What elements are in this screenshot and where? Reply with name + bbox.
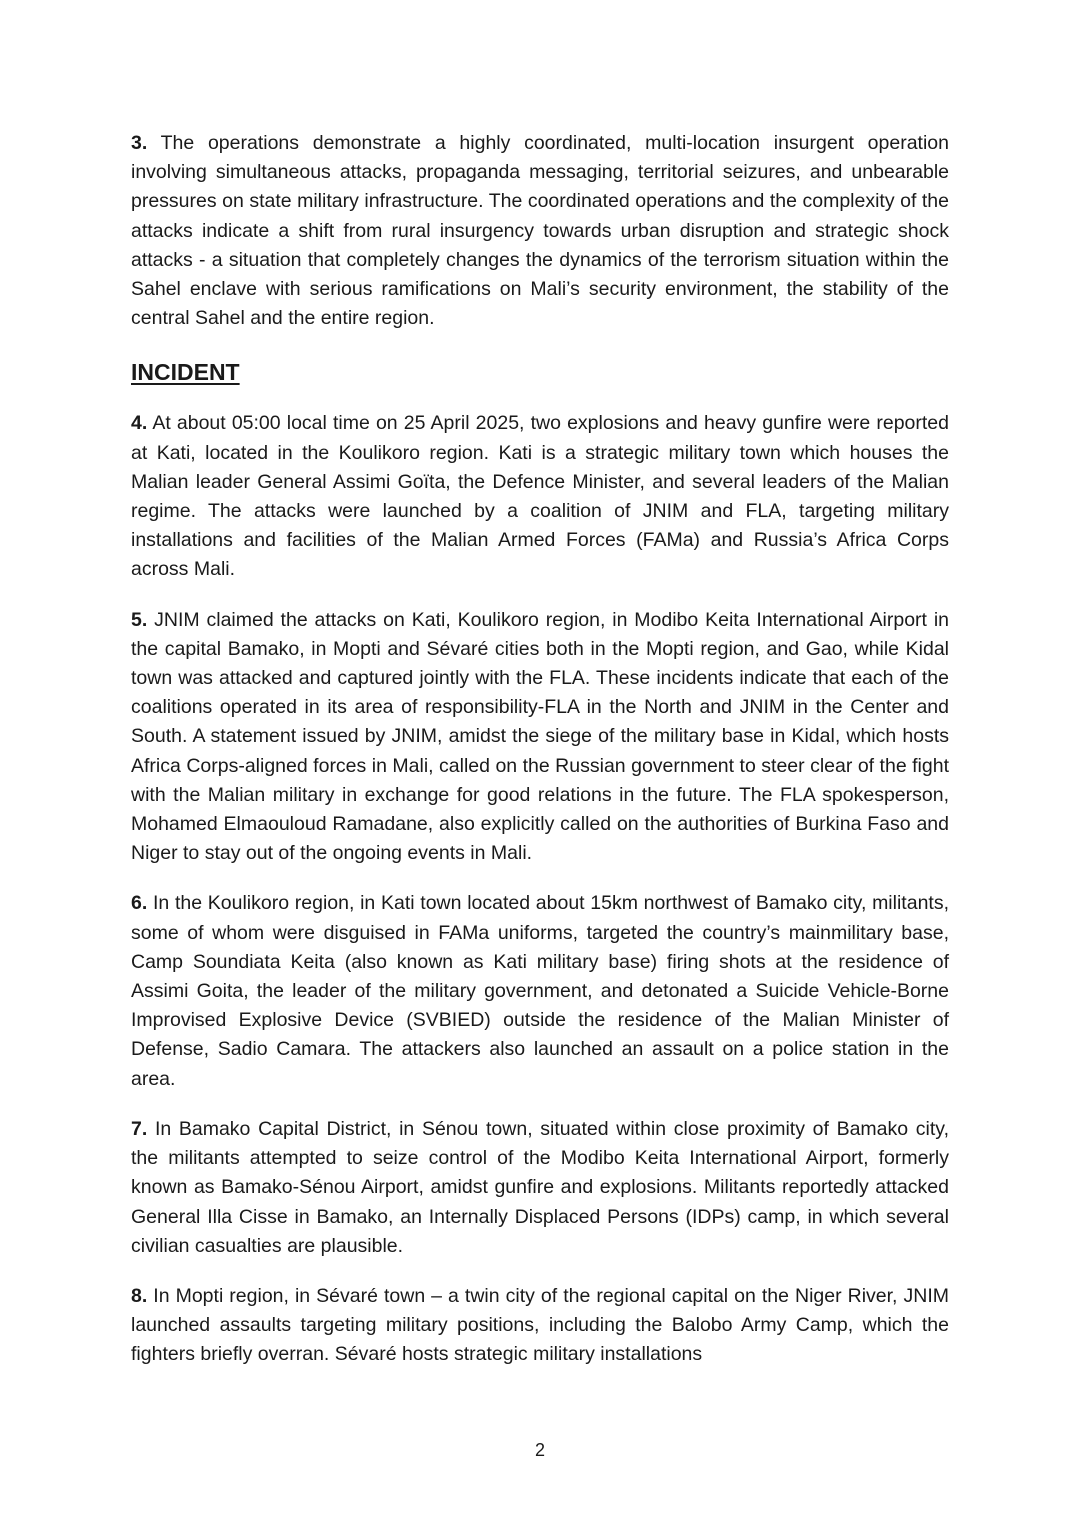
paragraph-text: In Bamako Capital District, in Sénou town, situated within close proximity of Bamako city, the militants attempted to seize control of the Modibo Keita International Airport, formerly known as Bamako-Sénou Airport, amidst gunfire and explosions. Militants reportedly attacked General Illa Cisse in Bamako, an Internally Displaced Persons (IDPs) camp, in which several civilian casualties are plausible. [131, 1117, 949, 1257]
paragraph-text: The operations demonstrate a highly coordinated, multi-location insurgent operation involving simultaneous attacks, propaganda messaging, territorial seizures, and unbearable pressures on state military infrastructure. The coordinated operations and the complexity of the attacks indicate a shift from rural insurgency towards urban disruption and strategic shock attacks - a situation that completely changes the dynamics of the terrorism situation within the Sahel enclave with serious ramifications on Mali’s security environment, the stability of the central Sahel and the entire region. [131, 132, 949, 330]
paragraph-3 [131, 129, 949, 333]
section-heading: INCIDENT [131, 359, 240, 386]
paragraph-number: 6. [131, 892, 148, 915]
page-number: 2 [534, 1440, 545, 1460]
paragraph-text: In the Koulikoro region, in Kati town located about 15km northwest of Bamako city, militants, some of whom were disguised in FAMa uniforms, targeted the country’s mainmilitary base, Camp Soundiata Keita (also known as Kati military base) firing shots at the residence of Assimi Goita, the leader of the military government, and detonated a Suicide Vehicle-Borne Improvised Explosive Device (SVBIED) outside the residence of the Malian Minister of Defense, Sadio Camara. The attackers also launched an assault on a police station in the area. [131, 892, 949, 1090]
paragraph-number: 3. [131, 132, 148, 154]
paragraph-number: 4. [131, 412, 148, 435]
document-body [131, 129, 949, 1391]
paragraph-4 [131, 409, 949, 584]
paragraph-5 [131, 606, 949, 869]
paragraph-text: JNIM claimed the attacks on Kati, Koulikoro region, in Modibo Keita International Airport in the capital Bamako, in Mopti and Sévaré cities both in the Mopti region, and Gao, while Kidal town was attacked and captured jointly with the FLA. These incidents indicate that each of the coalitions operated in its area of responsibility-FLA in the North and JNIM in the Center and South. A statement issued by JNIM, amidst the siege of the military base in Kidal, which hosts Africa Corps-aligned forces in Mali, called on the Russian government to steer clear of the fight with the Malian military in exchange for good relations in the future. The FLA spokesperson, Mohamed Elmaouloud Ramadane, also explicitly called on the authorities of Burkina Faso and Niger to stay out of the ongoing events in Mali. [131, 608, 949, 865]
paragraph-8 [131, 1282, 949, 1370]
paragraph-6 [131, 889, 949, 1093]
paragraph-text: In Mopti region, in Sévaré town – a twin city of the regional capital on the Niger River, JNIM launched assaults targeting military positions, including the Balobo Army Camp, which the fighters briefly overran. Sévaré hosts strategic military installations [131, 1284, 949, 1366]
paragraph-7 [131, 1115, 949, 1261]
paragraph-number: 8. [131, 1284, 148, 1307]
paragraph-text: At about 05:00 local time on 25 April 2025, two explosions and heavy gunfire were reported at Kati, located in the Koulikoro region. Kati is a strategic military town which houses the Malian leader General Assimi Goïta, the Defence Minister, and several leaders of the Malian regime. The attacks were launched by a coalition of JNIM and FLA, targeting military installations and facilities of the Malian Armed Forces (FAMa) and Russia’s Africa Corps across Mali. [131, 412, 949, 581]
paragraph-number: 7. [131, 1117, 148, 1140]
paragraph-number: 5. [131, 608, 148, 631]
